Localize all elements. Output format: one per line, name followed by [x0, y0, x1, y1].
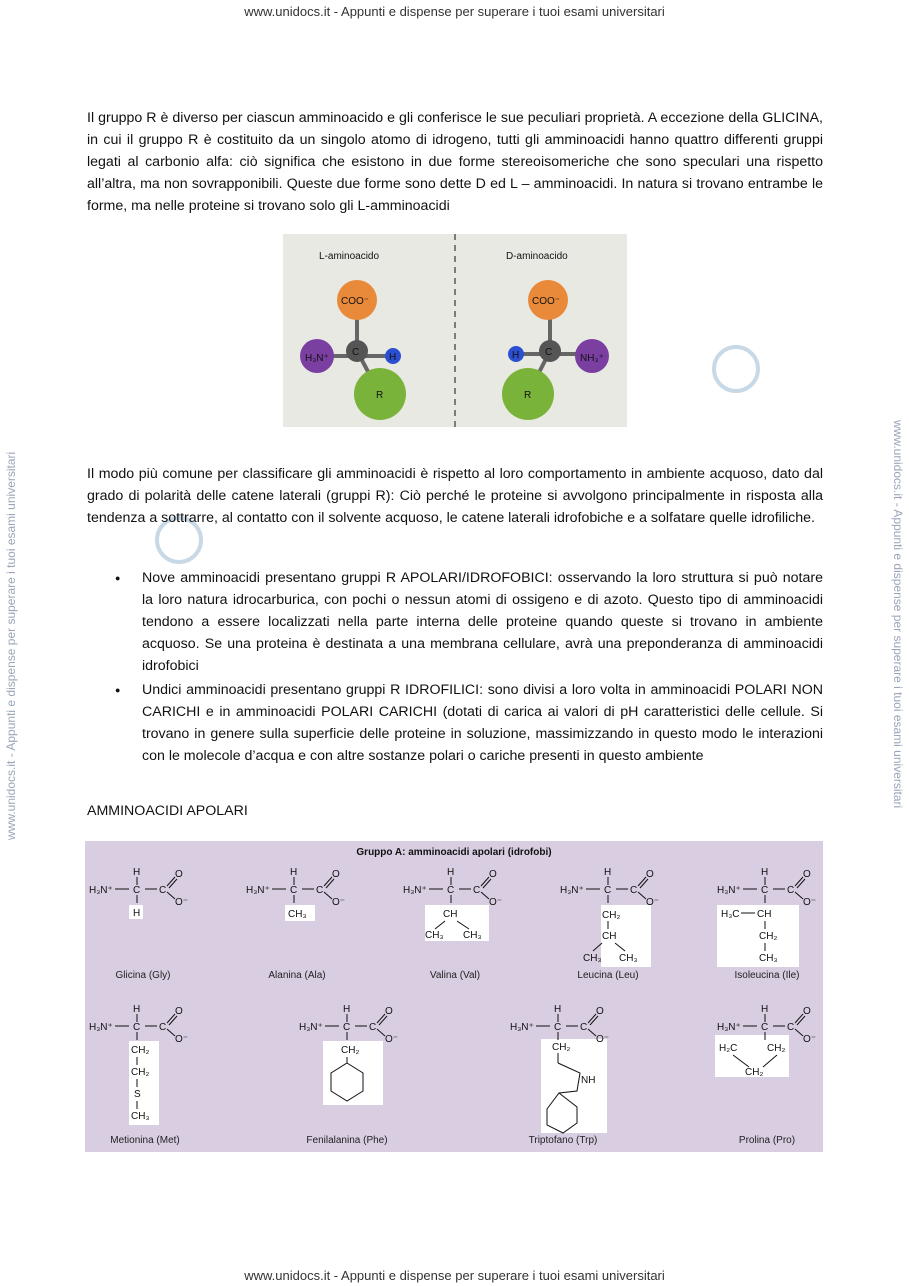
header-watermark: www.unidocs.it - Appunti e dispense per superare i tuoi esami universitari [244, 4, 665, 19]
amino-acid-caption: Metionina (Met) [110, 1135, 180, 1146]
atom-o: O [803, 869, 811, 880]
l-c-label: C [352, 347, 360, 358]
atom-h: H [761, 1004, 769, 1015]
atom-h2c: H₂C [719, 1043, 738, 1054]
figure2-title: Gruppo A: amminoacidi apolari (idrofobi) [356, 847, 552, 858]
atom-ch3: CH₃ [759, 953, 778, 964]
atom-c: C [133, 1022, 141, 1033]
atom-h3n: H₃N⁺ [246, 885, 270, 896]
l-d-aminoacid-svg [283, 234, 627, 427]
atom-o: O [332, 869, 340, 880]
amino-acid-caption: Valina (Val) [429, 970, 481, 981]
atom-o-minus: O⁻ [596, 1034, 610, 1045]
paragraph-classification: Il modo più comune per classificare gli amminoacidi è rispetto al loro comportamento in ambiente acquoso, dato dal grado di polarità delle catene laterali (gruppi R): Ciò perché le proteine si avvolgono principalmente in risposta alla tendenza a sottrarre, al contatto con il solvente acquoso, le catene laterali idrofobiche e a solfatare quelle idrofiliche. [87, 466, 823, 526]
footer-watermark: www.unidocs.it - Appunti e dispense per superare i tuoi esami universitari [244, 1268, 665, 1283]
atom-h3n: H₃N⁺ [510, 1022, 534, 1033]
atom-ch: CH [757, 909, 772, 920]
atom-c: C [369, 1022, 377, 1033]
amino-acid-caption: Isoleucina (Ile) [734, 970, 800, 981]
atom-o: O [385, 1006, 393, 1017]
atom-ch2: CH₂ [341, 1045, 360, 1056]
l-nh3-label: H₃N⁺ [305, 353, 329, 364]
atom-o-minus: O⁻ [803, 1034, 817, 1045]
atom-ch3: CH₃ [425, 930, 444, 941]
atom-ch2: CH₂ [602, 910, 621, 921]
amino-acid-caption: Fenilalanina (Phe) [306, 1135, 388, 1146]
atom-ch2: CH₂ [131, 1067, 150, 1078]
atom-ch3: CH₃ [583, 953, 602, 964]
side-watermark-right: www.unidocs.it - Appunti e dispense per superare i tuoi esami universitari [891, 420, 905, 809]
apolar-aminoacids-svg [85, 841, 823, 1152]
atom-ch3: CH₃ [131, 1111, 150, 1122]
amino-acid-caption: Prolina (Pro) [738, 1135, 796, 1146]
atom-h: H [447, 867, 455, 878]
atom-o-minus: O⁻ [175, 897, 189, 908]
atom-h3n: H₃N⁺ [717, 885, 741, 896]
atom-ch2: CH₂ [767, 1043, 786, 1054]
atom-h3n: H₃N⁺ [299, 1022, 323, 1033]
atom-o: O [803, 1006, 811, 1017]
figure-l-d-aminoacid [283, 234, 627, 427]
bullet-list [87, 567, 823, 769]
atom-o-minus: O⁻ [385, 1034, 399, 1045]
atom-c: C [159, 1022, 167, 1033]
d-h-label: H [512, 350, 520, 361]
atom-s: S [134, 1089, 141, 1100]
atom-ch3: CH₃ [619, 953, 638, 964]
atom-c: C [554, 1022, 562, 1033]
l-coo-label: COO⁻ [341, 296, 370, 307]
l-h-label: H [389, 352, 397, 363]
atom-c: C [580, 1022, 588, 1033]
atom-c: C [761, 1022, 769, 1033]
list-item: ● Nove amminoacidi presentano gruppi R APOLARI/IDROFOBICI: osservando la loro struttura si può notare la loro natura idrocarburica, con pochi o nessun atomi di ossigeno e di azoto. Questo tipo di amminoacidi tendono a essere localizzati nella parte interna delle proteine quando queste si trovano in ambiente acquoso. Se una proteina è destinata a una membrana cellulare, avrà una preponderanza di amminoacidi idrofobici [87, 567, 823, 677]
atom-ch2: CH₂ [745, 1067, 764, 1078]
atom-h: H [133, 908, 141, 919]
atom-nh: NH [581, 1075, 596, 1086]
atom-c: C [761, 885, 769, 896]
atom-ch3: CH₃ [288, 909, 307, 920]
amino-acid-caption: Glicina (Gly) [115, 970, 171, 981]
atom-o-minus: O⁻ [646, 897, 660, 908]
atom-o: O [489, 869, 497, 880]
atom-c: C [133, 885, 141, 896]
atom-h: H [133, 867, 141, 878]
atom-h: H [290, 867, 298, 878]
atom-c: C [316, 885, 324, 896]
atom-o: O [175, 1006, 183, 1017]
atom-h3n: H₃N⁺ [403, 885, 427, 896]
watermark-logo-icon [712, 345, 760, 393]
d-nh3-label: NH₃⁺ [580, 353, 604, 364]
d-title: D-aminoacido [506, 251, 568, 262]
atom-h3c: H₃C [721, 909, 740, 920]
atom-ch2: CH₂ [131, 1045, 150, 1056]
atom-c: C [630, 885, 638, 896]
atom-ch2: CH₂ [759, 931, 778, 942]
d-c-label: C [545, 347, 553, 358]
amino-acid-caption: Triptofano (Trp) [528, 1135, 598, 1146]
atom-c: C [787, 885, 795, 896]
d-r-label: R [524, 390, 532, 401]
atom-h3n: H₃N⁺ [89, 885, 113, 896]
atom-ch2: CH₂ [552, 1042, 571, 1053]
side-watermark-left: www.unidocs.it - Appunti e dispense per superare i tuoi esami universitari [4, 451, 18, 840]
atom-o: O [175, 869, 183, 880]
atom-h3n: H₃N⁺ [560, 885, 584, 896]
section-heading-apolari: AMMINOACIDI APOLARI [87, 803, 248, 819]
atom-h: H [133, 1004, 141, 1015]
atom-h: H [343, 1004, 351, 1015]
amino-acid-caption: Alanina (Ala) [268, 970, 326, 981]
atom-h3n: H₃N⁺ [89, 1022, 113, 1033]
atom-o-minus: O⁻ [803, 897, 817, 908]
atom-c: C [290, 885, 298, 896]
atom-h3n: H₃N⁺ [717, 1022, 741, 1033]
atom-h: H [604, 867, 612, 878]
atom-c: C [159, 885, 167, 896]
atom-c: C [787, 1022, 795, 1033]
atom-c: C [473, 885, 481, 896]
list-item: ● Undici amminoacidi presentano gruppi R IDROFILICI: sono divisi a loro volta in amminoacidi POLARI NON CARICHI e in amminoacidi POLARI CARICHI (dotati di carica ai valori di pH caratteristici delle cellule. Si trovano in genere sulla superficie delle proteine in soluzione, massimizzando in questo modo le interazioni con le molecole d’acqua e con altre sostanze polari o cariche presenti in questo ambiente [87, 679, 823, 767]
paragraph-stereoisomers: Il gruppo R è diverso per ciascun amminoacido e gli conferisce le sue peculiari proprietà. A eccezione della GLICINA, in cui il gruppo R è costituito da un singolo atomo di idrogeno, tutti gli amminoacidi hanno quattro differenti gruppi legati al carbonio alfa: ciò significa che esistono in due forme stereoisomeriche che sono speculari una rispetto all’altra, ma non sovrapponibili. Queste due forme sono dette D ed L – amminoacidi. In natura si trovano entrambe le forme, ma nelle proteine si trovano solo gli L-amminoacidi [87, 110, 823, 214]
atom-ch: CH [443, 909, 458, 920]
atom-c: C [604, 885, 612, 896]
atom-o: O [596, 1006, 604, 1017]
atom-h: H [761, 867, 769, 878]
atom-ch: CH [602, 931, 617, 942]
l-title: L-aminoacido [319, 251, 380, 262]
amino-acid-caption: Leucina (Leu) [577, 970, 639, 981]
atom-c: C [447, 885, 455, 896]
atom-c: C [343, 1022, 351, 1033]
atom-o: O [646, 869, 654, 880]
atom-o-minus: O⁻ [175, 1034, 189, 1045]
atom-o-minus: O⁻ [332, 897, 346, 908]
atom-o-minus: O⁻ [489, 897, 503, 908]
figure-apolar-aminoacids [85, 841, 823, 1152]
d-coo-label: COO⁻ [532, 296, 561, 307]
r-group-box [541, 1039, 607, 1133]
atom-ch3: CH₃ [463, 930, 482, 941]
atom-h: H [554, 1004, 562, 1015]
l-r-label: R [376, 390, 384, 401]
